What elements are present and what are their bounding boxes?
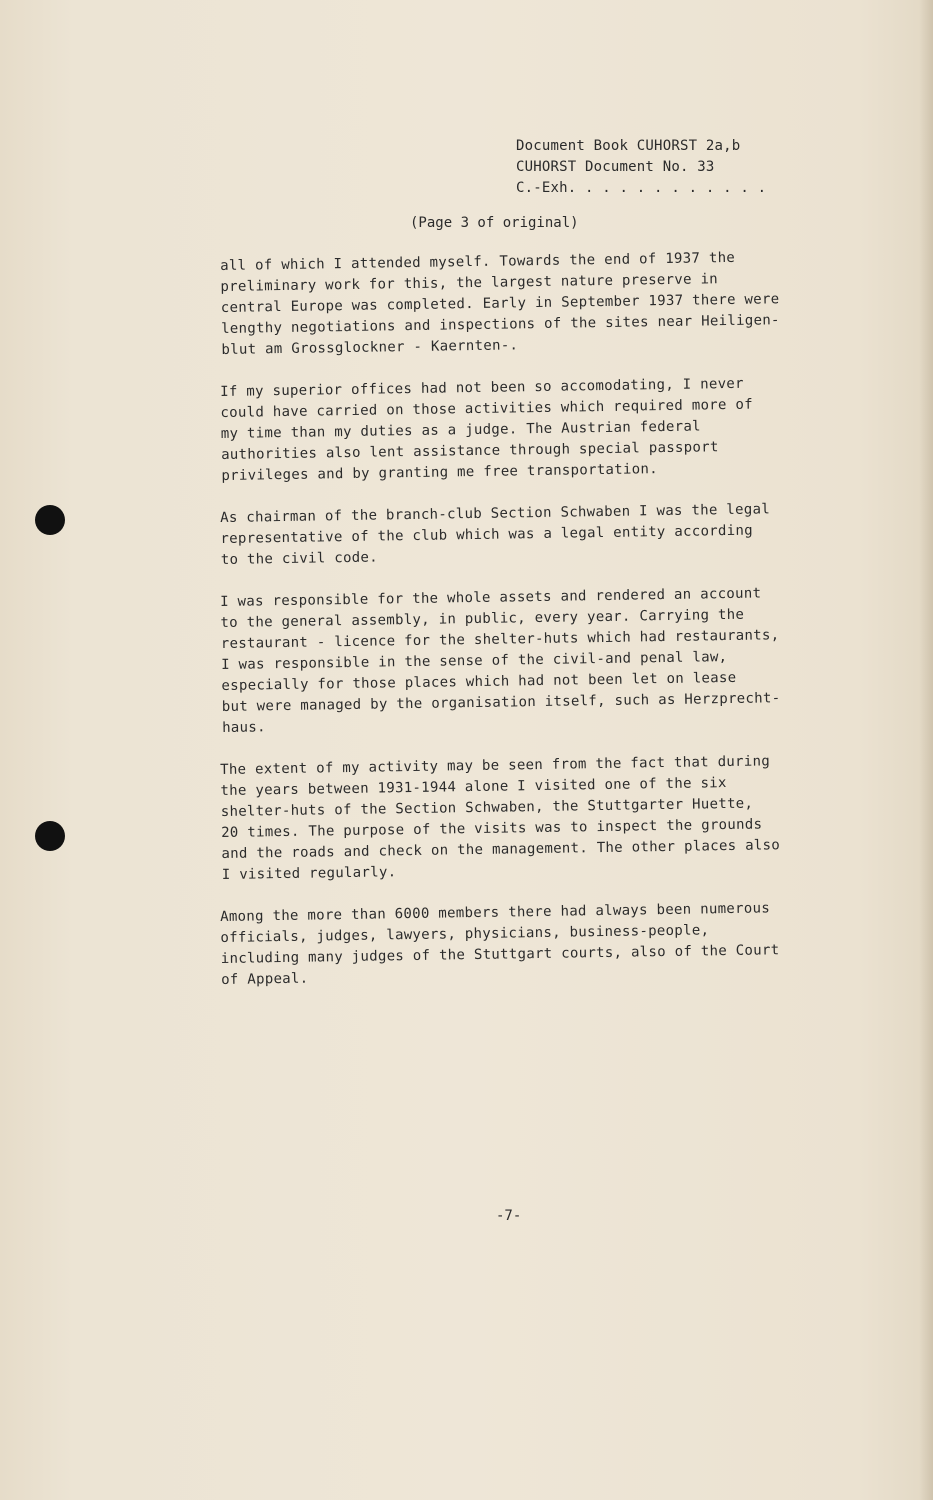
text-line: lengthy negotiations and inspections of the sites near Heiligen- — [221, 312, 780, 337]
paragraph-5 — [220, 750, 862, 886]
text-line: shelter-huts of the Section Schwaben, the Stuttgarter Huette, — [220, 795, 754, 820]
paragraph-3 — [220, 498, 861, 571]
text-line: restaurant - licence for the shelter-huts which had restaurants, — [220, 627, 780, 652]
text-line: blut am Grossglockner - Kaernten-. — [221, 337, 519, 358]
text-line: including many judges of the Stuttgart courts, also of the Court — [220, 942, 780, 967]
text-line: especially for those places which had not been let on lease — [221, 669, 737, 694]
document-reference-header — [516, 136, 766, 199]
text-line: If my superior offices had not been so accomodating, I never — [220, 375, 744, 400]
text-line: officials, judges, lawyers, physicians, business-people, — [220, 922, 710, 946]
text-line: haus. — [222, 719, 266, 736]
punch-hole-top — [35, 505, 65, 535]
text-line: could have carried on those activities which required more of — [220, 396, 753, 421]
paragraph-1 — [220, 246, 862, 361]
text-line: the years between 1931-1944 alone I visited one of the six — [220, 775, 727, 799]
text-line: 20 times. The purpose of the visits was to inspect the grounds — [221, 816, 763, 841]
text-line: representative of the club which was a legal entity according — [220, 522, 753, 547]
text-line: all of which I attended myself. Towards the end of 1937 the — [220, 249, 736, 274]
text-line: but were managed by the organisation itself, such as Herzprecht- — [221, 690, 781, 715]
text-line: and the roads and check on the management. The other places also — [221, 837, 781, 862]
text-line: of Appeal. — [221, 970, 309, 988]
page-of-original: (Page 3 of original) — [410, 215, 579, 231]
text-line: to the general assembly, in public, every year. Carrying the — [220, 606, 745, 631]
text-line: preliminary work for this, the largest nature preserve in — [220, 271, 719, 295]
text-line: to the civil code. — [220, 549, 379, 568]
paragraph-4 — [220, 582, 862, 739]
paragraph-6 — [220, 897, 861, 991]
text-line: Among the more than 6000 members there had always been numerous — [220, 900, 771, 925]
text-line: I was responsible in the sense of the civil-and penal law, — [221, 649, 728, 673]
page-edge-shadow — [919, 0, 933, 1500]
text-line: As chairman of the branch-club Section Schwaben I was the legal — [220, 501, 771, 526]
document-book-line: Document Book CUHORST 2a,b — [516, 138, 741, 154]
page-number: -7- — [496, 1208, 522, 1224]
text-line: I visited regularly. — [221, 864, 397, 883]
text-line: authorities also lent assistance through special passport — [221, 439, 719, 463]
text-line: I was responsible for the whole assets and rendered an account — [220, 585, 762, 610]
document-number-line: CUHORST Document No. 33 — [516, 159, 715, 175]
text-line: privileges and by granting me free transportation. — [221, 461, 658, 484]
paragraph-2 — [220, 372, 862, 487]
punch-hole-bottom — [35, 821, 65, 851]
text-line: my time than my duties as a judge. The Austrian federal — [220, 418, 701, 442]
text-line: central Europe was completed. Early in September 1937 there were — [220, 291, 780, 316]
text-line: The extent of my activity may be seen from the fact that during — [220, 753, 771, 778]
document-body — [220, 249, 860, 1012]
exhibit-line: C.-Exh. . . . . . . . . . . . — [516, 180, 767, 196]
